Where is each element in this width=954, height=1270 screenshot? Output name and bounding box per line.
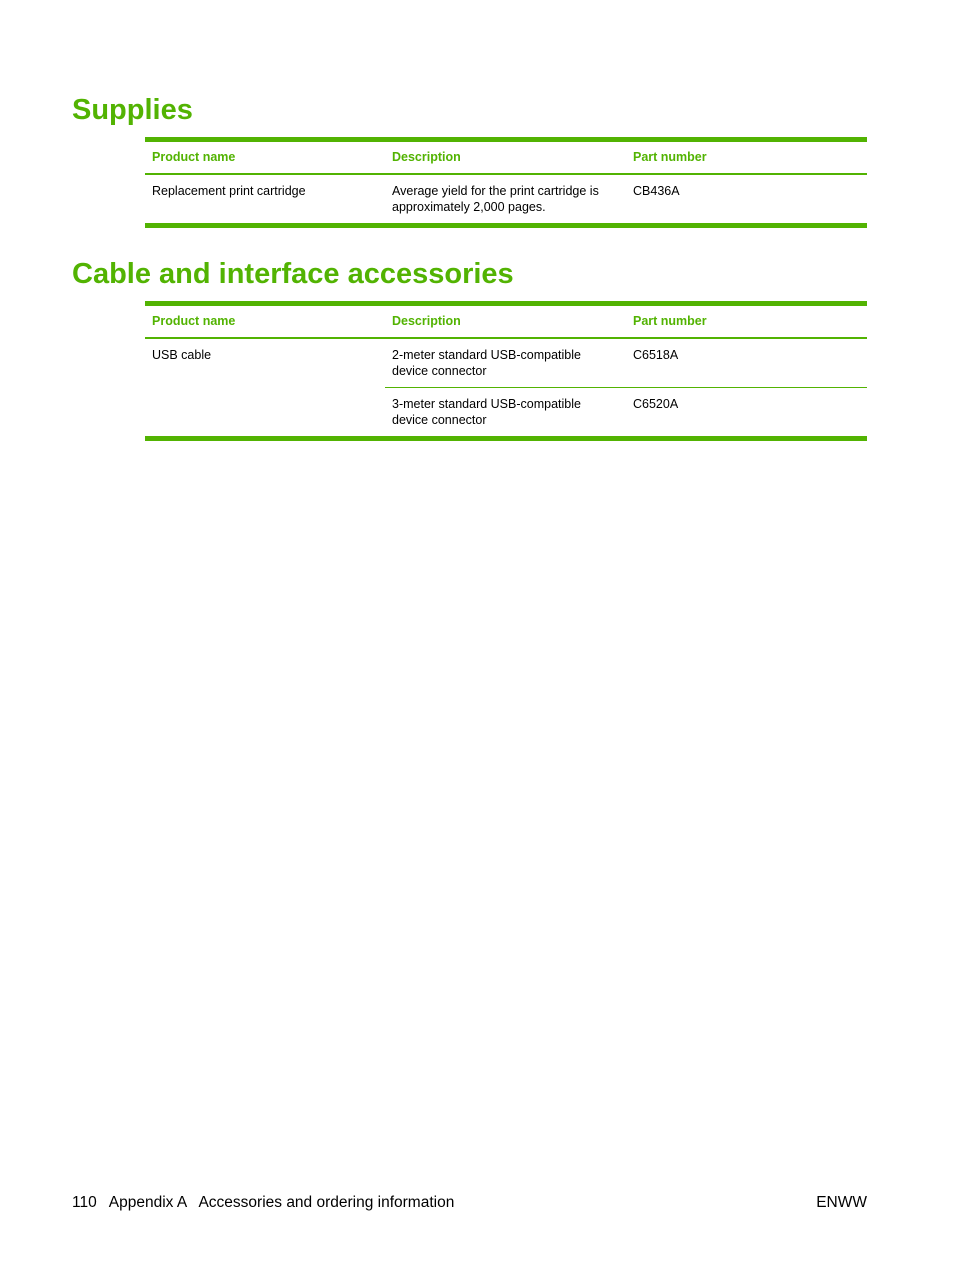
table-row — [145, 174, 867, 226]
product-name-cell: USB cable — [152, 348, 212, 362]
cables-heading: Cable and interface accessories — [72, 258, 514, 290]
column-header-description: Description — [385, 140, 626, 175]
table-row — [145, 338, 867, 388]
product-name-cell: Replacement print cartridge — [152, 184, 306, 198]
chapter-title: Accessories and ordering information — [198, 1194, 455, 1211]
appendix-label: Appendix A — [108, 1194, 187, 1211]
description-cell: Average yield for the print cartridge is approximately 2,000 pages. — [392, 184, 599, 214]
description-cell: 3-meter standard USB-compatible device connector — [392, 397, 581, 427]
table-header-row — [145, 140, 867, 175]
page-footer — [72, 1193, 454, 1213]
column-header-part-number: Part number — [626, 304, 867, 339]
supplies-table — [145, 137, 867, 228]
supplies-heading: Supplies — [72, 94, 193, 126]
description-cell: 2-meter standard USB-compatible device connector — [385, 338, 626, 388]
part-number-cell: C6520A — [633, 397, 679, 411]
column-header-product-name: Product name — [145, 304, 385, 339]
page-number: 110 — [72, 1194, 97, 1211]
part-number-cell: CB436A — [633, 184, 680, 198]
cables-table — [145, 301, 867, 441]
column-header-part-number: Part number — [626, 140, 867, 175]
column-header-description: Description — [385, 304, 626, 339]
table-header-row — [145, 304, 867, 339]
locale-code: ENWW — [816, 1194, 867, 1211]
column-header-product-name: Product name — [145, 140, 385, 175]
part-number-cell: C6518A — [626, 338, 867, 388]
